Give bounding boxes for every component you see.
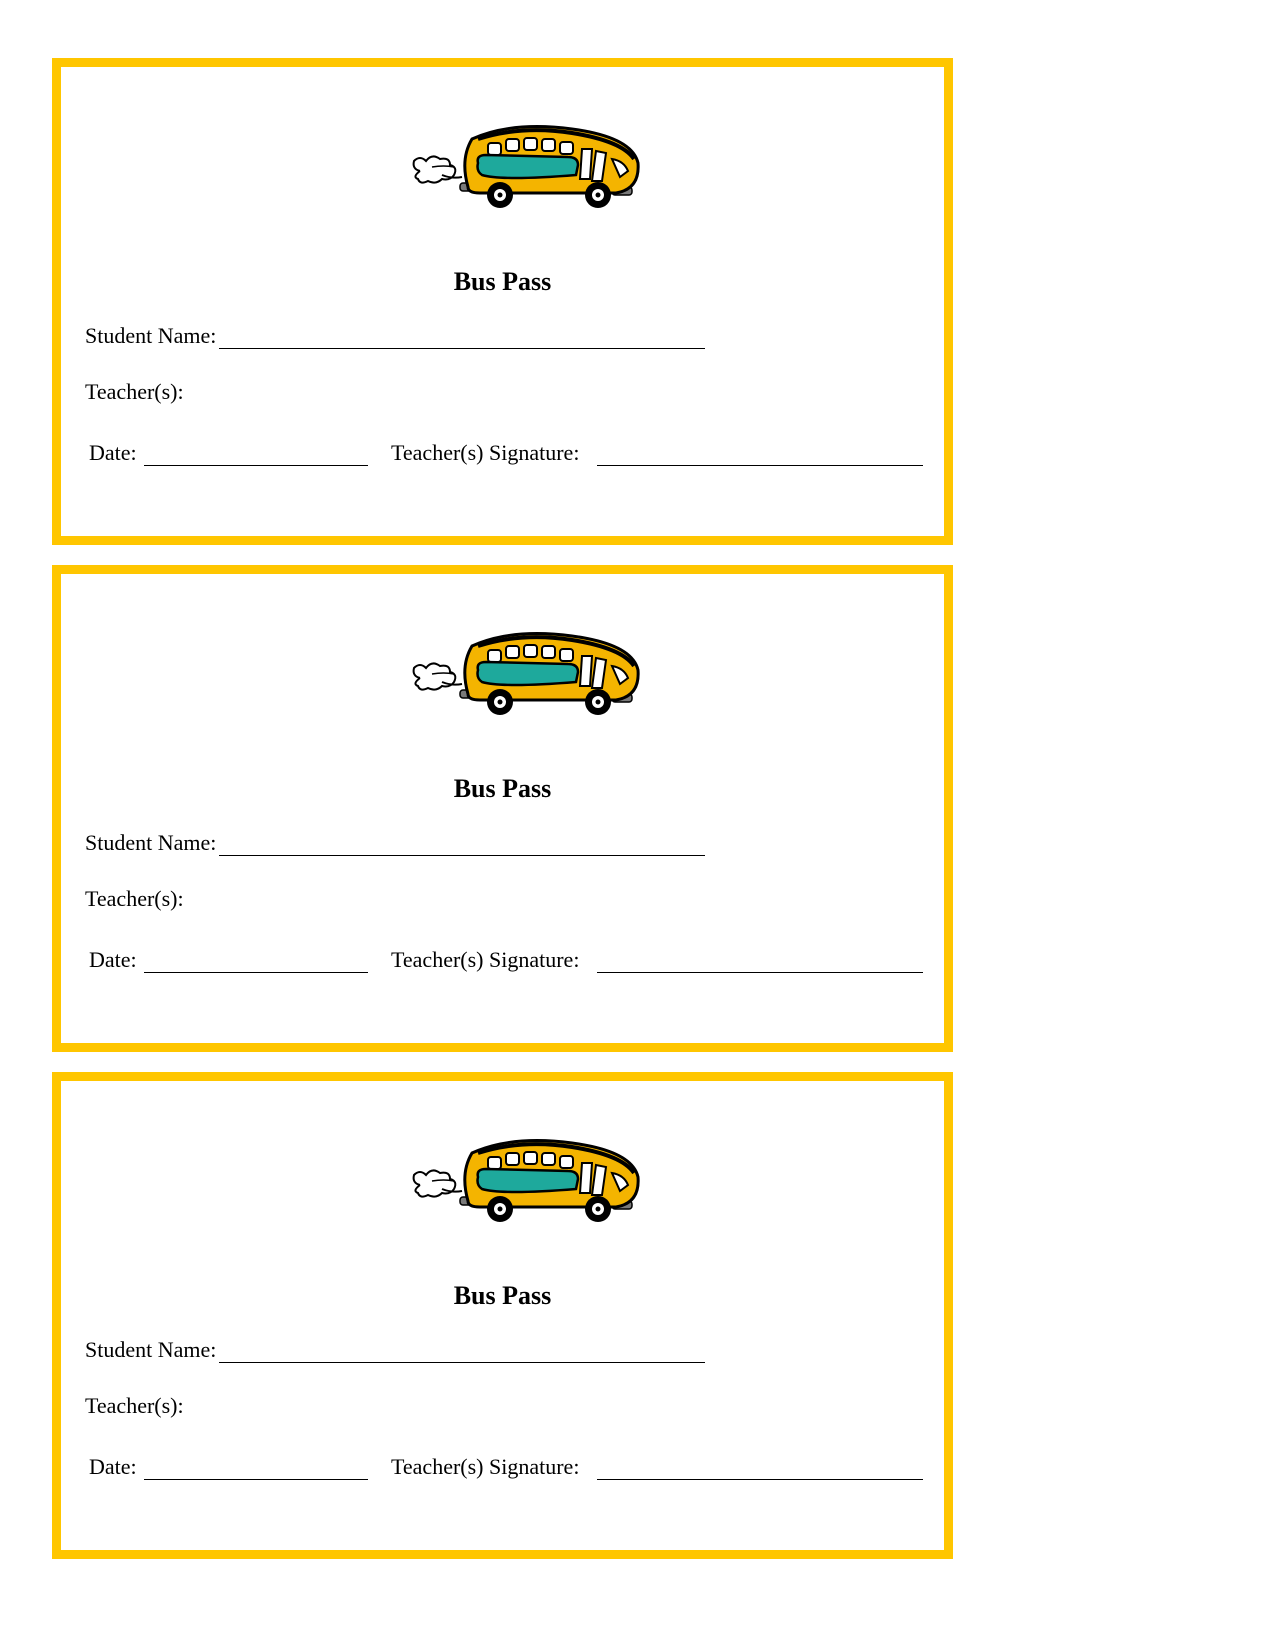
- date-label: Date:: [89, 947, 137, 972]
- pass-title: Bus Pass: [453, 1281, 552, 1310]
- bus-pass-card: [52, 565, 953, 1052]
- student-name-label: Student Name:: [85, 1337, 217, 1362]
- school-bus-icon: [402, 119, 642, 219]
- student-name-field[interactable]: [219, 855, 705, 856]
- school-bus-icon: [402, 1133, 642, 1233]
- date-field[interactable]: [144, 465, 368, 466]
- teacher-signature-label: Teacher(s) Signature:: [391, 947, 580, 972]
- teacher-signature-field[interactable]: [597, 465, 923, 466]
- teacher-signature-field[interactable]: [597, 1479, 923, 1480]
- teacher-label: Teacher(s):: [85, 379, 184, 404]
- student-name-label: Student Name:: [85, 830, 217, 855]
- student-name-field[interactable]: [219, 348, 705, 349]
- teacher-label: Teacher(s):: [85, 1393, 184, 1418]
- date-field[interactable]: [144, 972, 368, 973]
- teacher-signature-field[interactable]: [597, 972, 923, 973]
- date-label: Date:: [89, 440, 137, 465]
- pass-title: Bus Pass: [453, 774, 552, 803]
- teacher-signature-label: Teacher(s) Signature:: [391, 440, 580, 465]
- teacher-signature-label: Teacher(s) Signature:: [391, 1454, 580, 1479]
- teacher-label: Teacher(s):: [85, 886, 184, 911]
- bus-pass-card: [52, 1072, 953, 1559]
- date-label: Date:: [89, 1454, 137, 1479]
- student-name-field[interactable]: [219, 1362, 705, 1363]
- school-bus-icon: [402, 626, 642, 726]
- pass-title: Bus Pass: [453, 267, 552, 296]
- bus-pass-card: [52, 58, 953, 545]
- date-field[interactable]: [144, 1479, 368, 1480]
- student-name-label: Student Name:: [85, 323, 217, 348]
